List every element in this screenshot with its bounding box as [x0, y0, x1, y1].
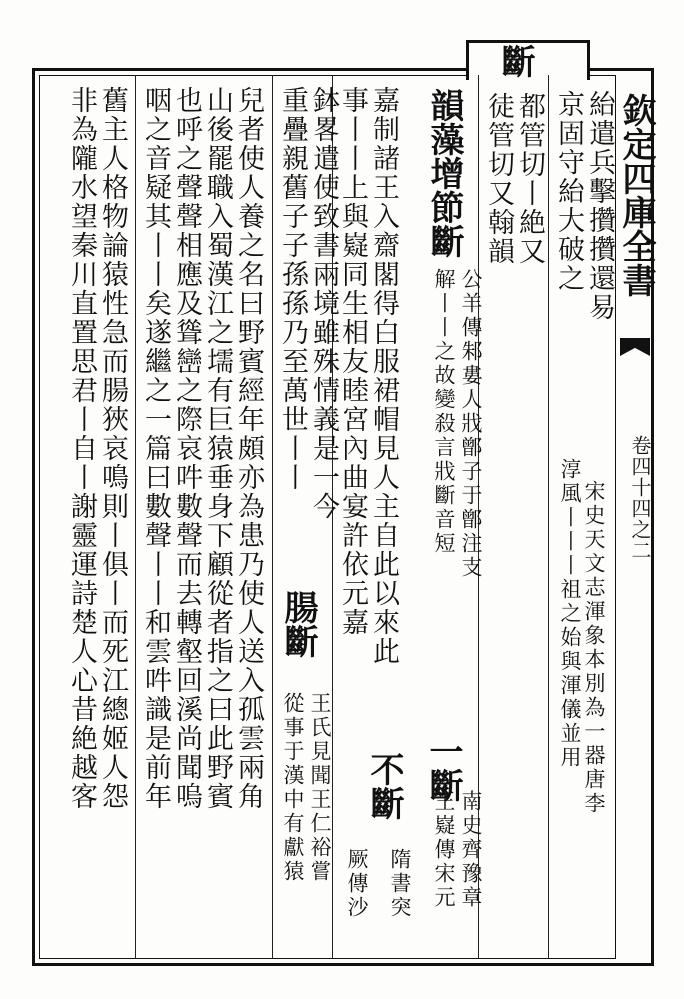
- text-column: 重疊親舊子子孫孫乃至萬世丨丨: [277, 86, 308, 492]
- text-column: 紿遣兵擊攢攢還易: [584, 90, 615, 322]
- text-column: 斷: [495, 44, 535, 78]
- text-column: 韻藻增節斷: [424, 88, 464, 258]
- text-column: 王嶷傳宋元: [432, 790, 456, 910]
- chapter-label: 卷四十四之二: [628, 435, 652, 561]
- text-column: 都管切丨絶又: [514, 92, 545, 266]
- text-column: 咽之音疑其丨丨矣遂繼之一篇曰數聲丨丨和雲吽識是前年: [140, 86, 171, 811]
- text-column: 也呼之聲聲相應及聳巒之際哀吽數聲而去轉壑回溪尚聞嗚: [171, 86, 202, 811]
- text-column: 不斷: [364, 752, 404, 820]
- collection-title: 欽定四庫全書: [616, 93, 656, 297]
- page-margin: [616, 75, 654, 959]
- text-column: 宋史天文志渾象本別為一器唐李: [582, 480, 606, 816]
- text-column: 山後罷職入蜀漢江之壖有巨猿垂身下顧從者指之曰此野賓: [202, 86, 233, 811]
- text-column: 嘉制諸王入齋閣得白服裙帽見人主自此以來此: [368, 86, 399, 666]
- text-column: 解丨丨之故變殺言戕斷音短: [432, 268, 456, 556]
- text-column: 公羊傳邾婁人戕鄫子于鄫注支: [459, 268, 483, 580]
- text-column: 京固守紿大破之: [553, 90, 584, 293]
- text-column: 厥傳沙: [345, 848, 369, 920]
- text-column: 隋書突: [388, 848, 412, 920]
- text-column: 腸斷: [278, 590, 318, 658]
- text-column: 淳風丨丨丨祖之始與渾儀並用: [558, 458, 582, 770]
- column-rule: [135, 75, 136, 959]
- column-rule: [548, 75, 549, 959]
- text-column: 南史齊豫章: [459, 790, 483, 910]
- text-column: 王氏見聞王仁裕嘗: [308, 692, 332, 884]
- text-column: 一斷: [423, 734, 463, 802]
- text-column: 從事于漢中有獻猿: [281, 692, 305, 884]
- text-column: 徒管切又翰韻: [483, 92, 514, 266]
- text-column: 舊主人格物論猿性急而腸狹哀鳴則丨俱丨而死江總姬人怨: [97, 86, 128, 811]
- text-column: 事丨丨上與嶷同生相友睦宮內曲宴許依元嘉: [337, 86, 368, 637]
- column-rule: [272, 75, 273, 959]
- text-column: 兒者使人養之名曰野賓經年頗亦為患乃使人送入孤雲兩角: [233, 86, 264, 811]
- text-column: 非為隴水望秦川直置思君丨自丨謝靈運詩楚人心昔絶越客: [66, 86, 97, 811]
- text-column: 鉢畧遣使致書兩境雖殊情義是一今: [308, 86, 339, 521]
